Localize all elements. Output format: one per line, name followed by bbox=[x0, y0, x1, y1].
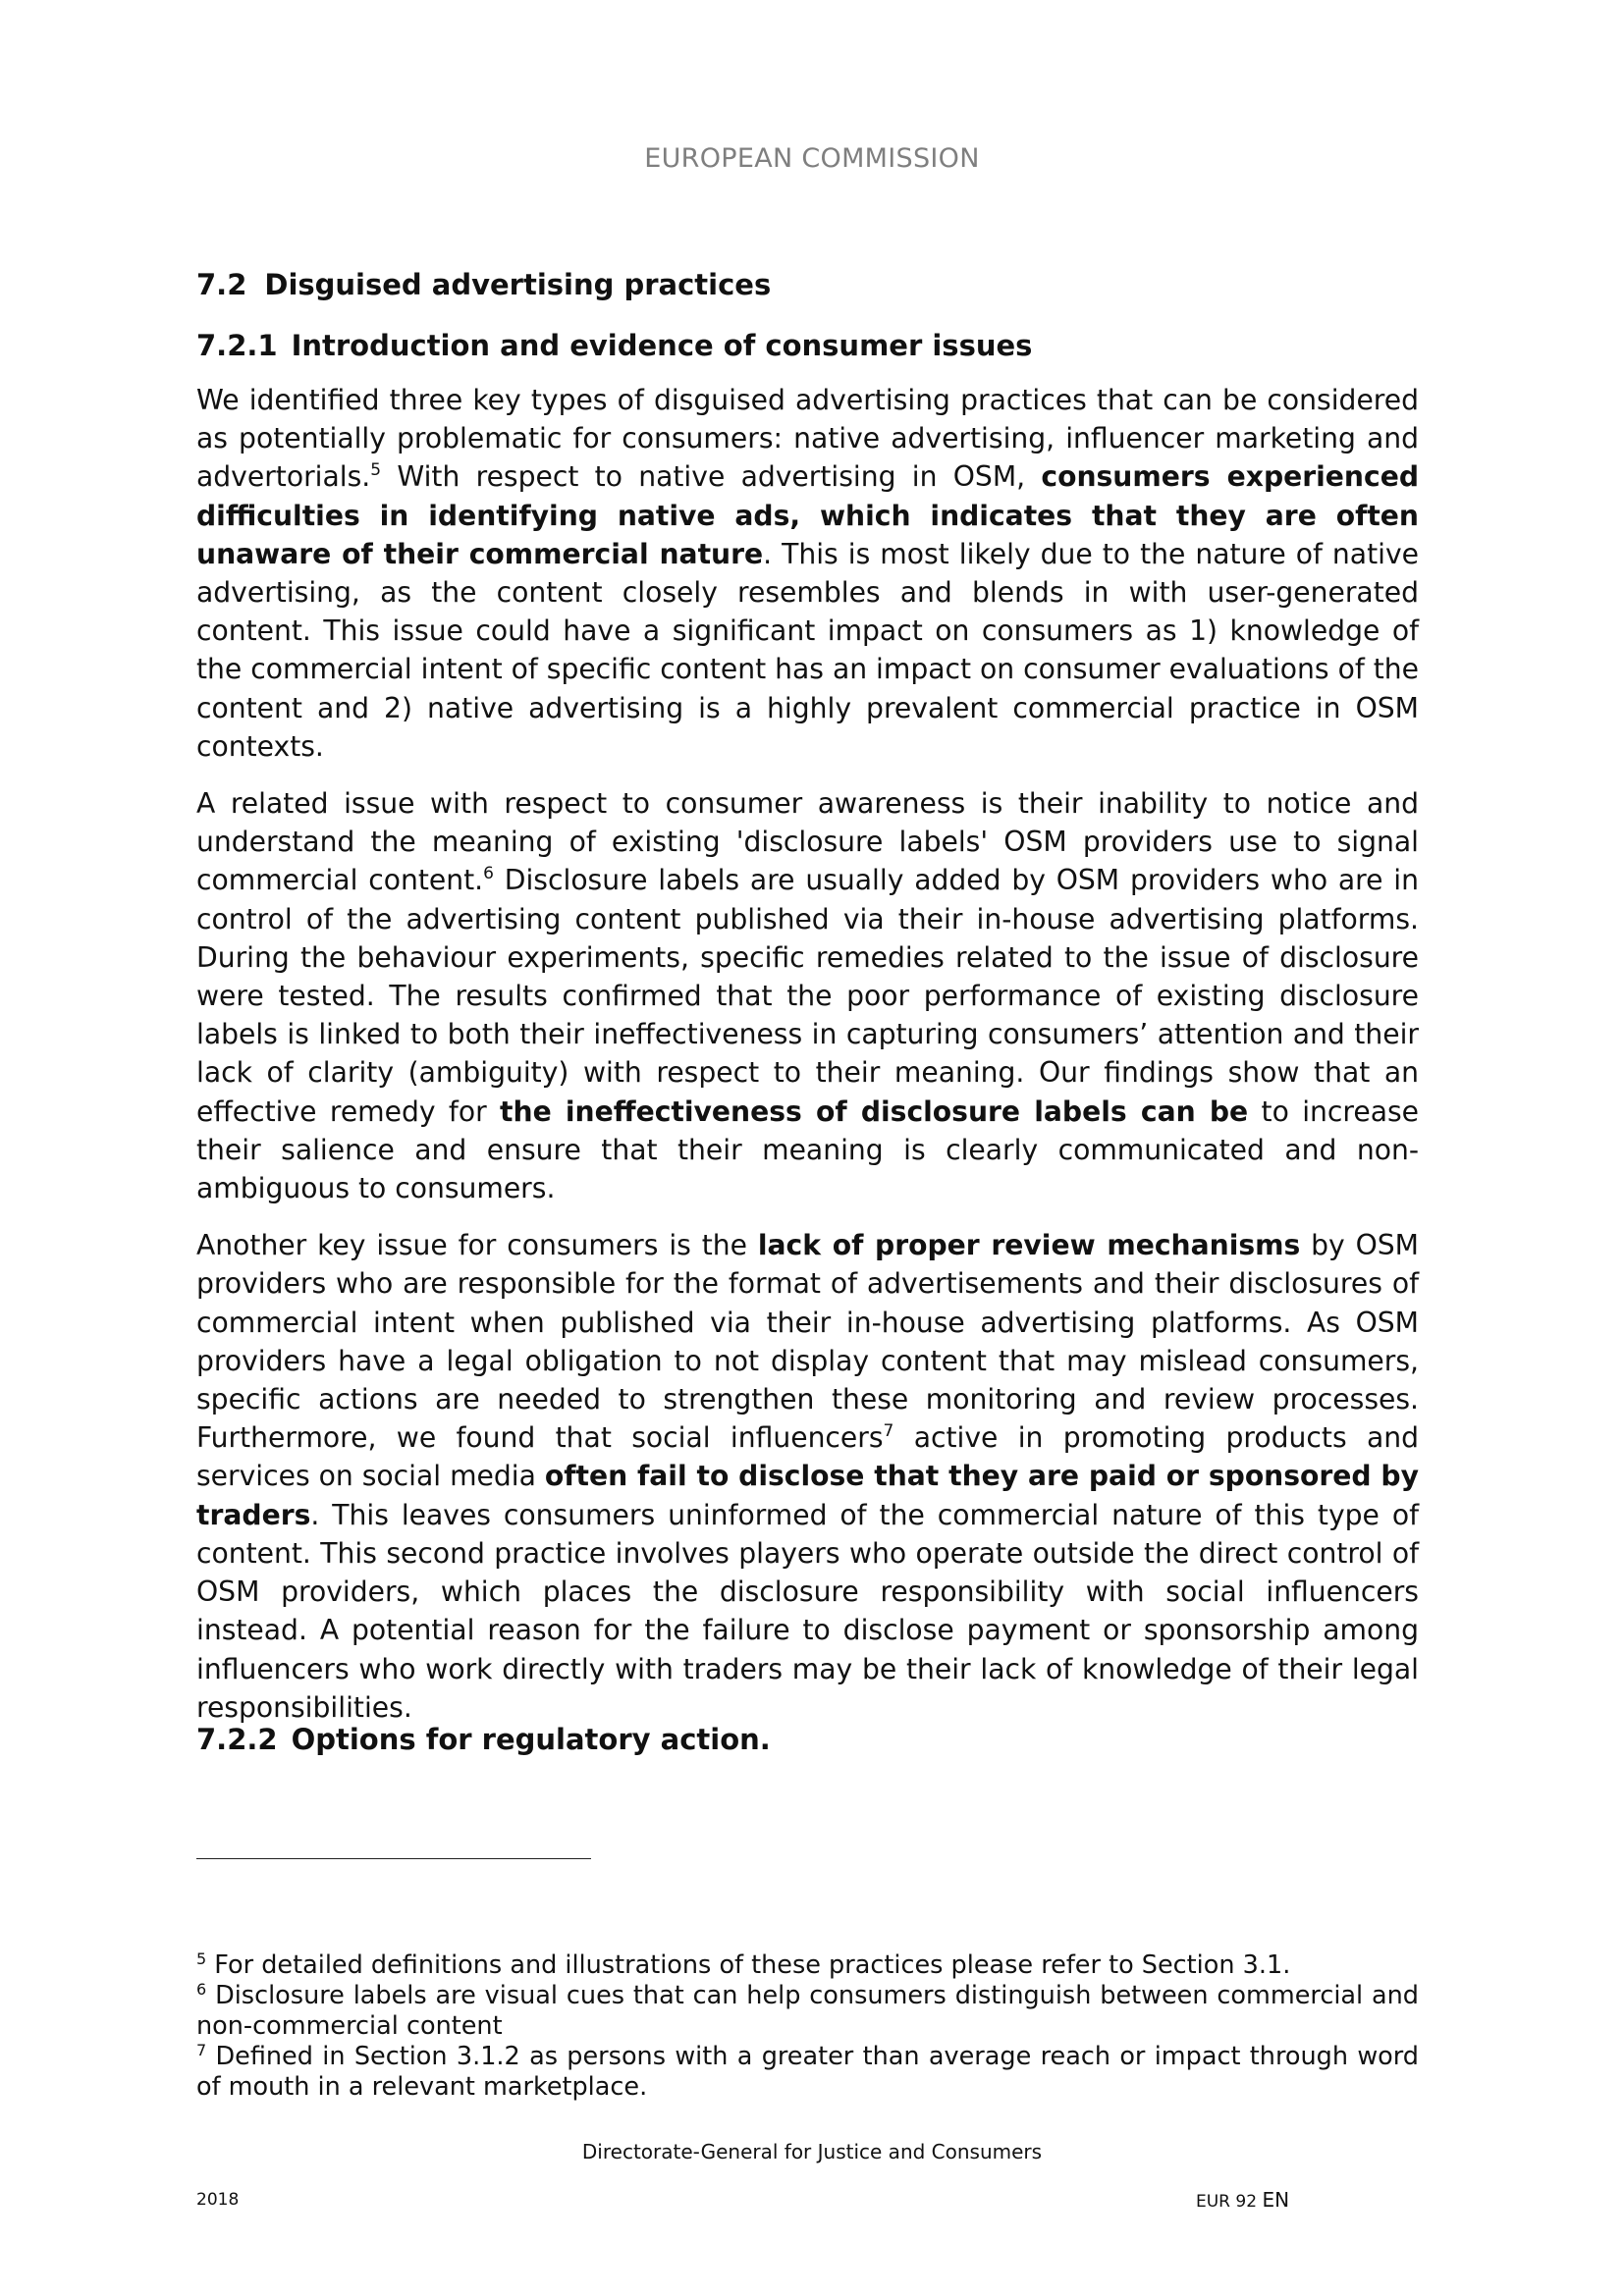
footnote-separator bbox=[196, 1858, 591, 1859]
para3-text-4: . This leaves consumers uninformed of the commercial nature of this type of content. This second practice involves players who operate outside the direct control of OSM providers, which places the disclosure responsibility with social influencers instead. A potential reason for the failure to disclose payment or sponsorship among influencers who work directly with traders may be their lack of knowledge of their legal responsibilities. bbox=[196, 1498, 1419, 1724]
footnote-text: For detailed definitions and illustrations of these practices please refer to Section 3.1. bbox=[206, 1950, 1291, 1980]
subsection-heading-options bbox=[196, 1720, 771, 1759]
subsection-title: Introduction and evidence of consumer issues bbox=[291, 329, 1033, 362]
footer-ref-number: EUR 92 bbox=[1196, 2192, 1258, 2212]
footnote-ref-6[interactable]: 6 bbox=[483, 864, 494, 884]
subsection-heading-intro bbox=[196, 326, 1419, 365]
para1-bold-1: consumers experienced difficulties in identifying native ads, which indicates that they are often unaware of their commercial nature bbox=[196, 460, 1419, 570]
paragraph-2 bbox=[196, 784, 1419, 1207]
para1-text-2: With respect to native advertising in OSM, bbox=[381, 460, 1042, 494]
para3-text-3: active in promoting products and services on social media bbox=[196, 1421, 1419, 1493]
footnote-text: Disclosure labels are visual cues that can help consumers distinguish between commercial and non-commercial content bbox=[196, 1981, 1419, 2041]
para1-text-3: . This is most likely due to the nature of native advertising, as the content closely resembles and blends in with user-generated content. This issue could have a significant impact on consumers as 1) knowledge of the commercial intent of specific content has an impact on consumer evaluations of the content and 2) native advertising is a highly prevalent commercial practice in OSM contexts. bbox=[196, 537, 1419, 763]
footnote-ref-7[interactable]: 7 bbox=[883, 1421, 894, 1442]
paragraph-3 bbox=[196, 1226, 1419, 1727]
footnote-number: 5 bbox=[196, 1949, 207, 1968]
footnote-5 bbox=[196, 1950, 1419, 1981]
footer-year: 2018 bbox=[196, 2190, 240, 2210]
footnote-7 bbox=[196, 2042, 1419, 2103]
para3-bold-1: lack of proper review mechanisms bbox=[757, 1229, 1301, 1262]
paragraph-1 bbox=[196, 381, 1419, 766]
footer-language: EN bbox=[1262, 2188, 1290, 2212]
main-content bbox=[196, 265, 1419, 1745]
section-title: Disguised advertising practices bbox=[264, 268, 772, 301]
footer-reference bbox=[1196, 2188, 1289, 2212]
section-heading bbox=[196, 265, 1419, 304]
subsection-title: Options for regulatory action. bbox=[291, 1723, 771, 1756]
footnote-text: Defined in Section 3.1.2 as persons with a greater than average reach or impact through word of mouth in a relevant marketplace. bbox=[196, 2042, 1419, 2102]
running-header: EUROPEAN COMMISSION bbox=[644, 143, 980, 174]
para3-text-1: Another key issue for consumers is the bbox=[196, 1229, 758, 1262]
subsection-number: 7.2.1 bbox=[196, 329, 278, 362]
para1-text-1: We identified three key types of disguised advertising practices that can be considered as potentially problematic for consumers: native advertising, influencer marketing and advertorials. bbox=[196, 384, 1419, 494]
para2-bold-1: the ineffectiveness of disclosure labels can be bbox=[500, 1095, 1249, 1128]
footnote-ref-5[interactable]: 5 bbox=[370, 460, 382, 481]
footer-directorate: Directorate-General for Justice and Consumers bbox=[581, 2140, 1043, 2163]
para2-text-1: A related issue with respect to consumer awareness is their inability to notice and understand the meaning of existing 'disclosure labels' OSM providers use to signal commercial content. bbox=[196, 787, 1419, 897]
para3-text-2: by OSM providers who are responsible for the format of advertisements and their disclosures of commercial intent when published via their in-house advertising platforms. As OSM providers have a legal obligation to not display content that may mislead consumers, specific actions are needed to strengthen these monitoring and review processes. Furthermore, we found that social influencers bbox=[196, 1229, 1420, 1455]
footnote-number: 6 bbox=[196, 1980, 207, 1999]
footnote-6 bbox=[196, 1981, 1419, 2042]
para3-bold-2: often fail to disclose that they are paid or sponsored by traders bbox=[196, 1460, 1419, 1531]
footnotes bbox=[196, 1950, 1419, 2103]
para2-text-3: to increase their salience and ensure that their meaning is clearly communicated and non-ambiguous to consumers. bbox=[196, 1095, 1420, 1205]
footnote-number: 7 bbox=[196, 2041, 207, 2059]
para2-text-2: Disclosure labels are usually added by OSM providers who are in control of the advertising content published via their in-house advertising platforms. During the behaviour experiments, specific remedies related to the issue of disclosure were tested. The results confirmed that the poor performance of existing disclosure labels is linked to both their ineffectiveness in capturing consumers’ attention and their lack of clarity (ambiguity) with respect to their meaning. Our findings show that an effective remedy for bbox=[196, 864, 1419, 1128]
subsection-number: 7.2.2 bbox=[196, 1723, 278, 1756]
section-number: 7.2 bbox=[196, 268, 247, 301]
